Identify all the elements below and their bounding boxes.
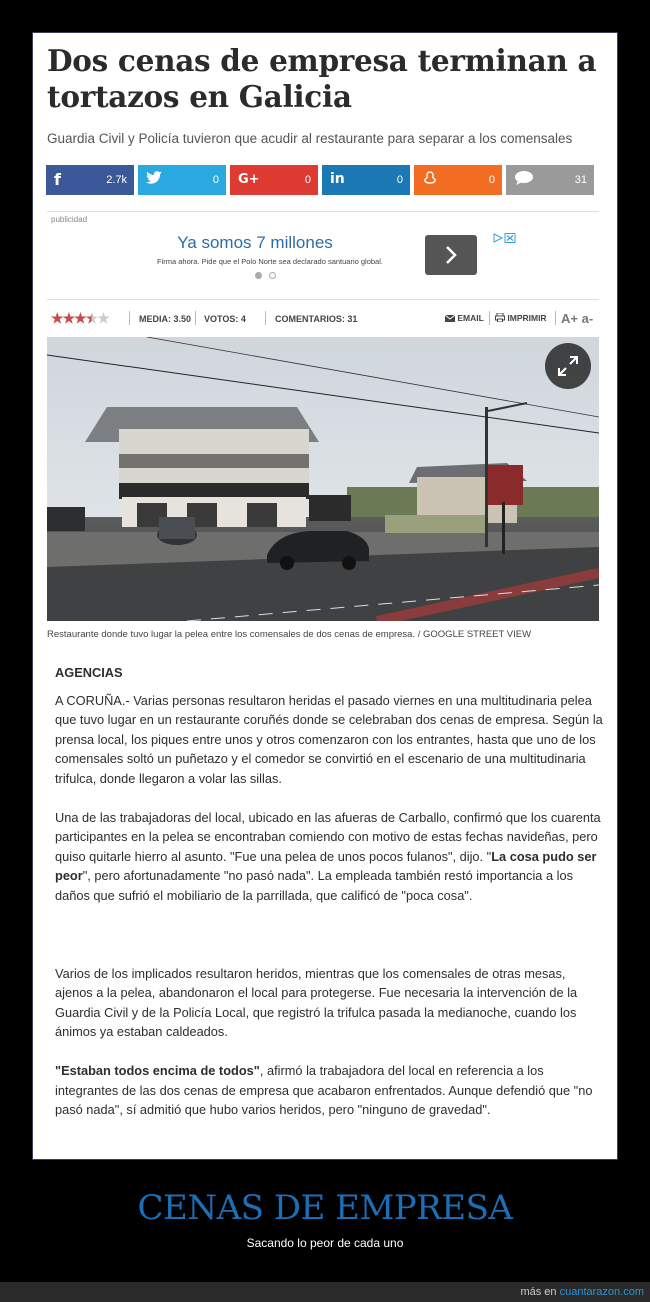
separator <box>195 311 196 325</box>
share-bar <box>46 165 596 195</box>
ad-dot[interactable] <box>269 272 276 279</box>
star-icon[interactable]: ★ <box>97 310 109 326</box>
paragraph-4: "Estaban todos encima de todos", afirmó la trabajadora del local en referencia a los integrantes de las dos cenas de empresa que acabaron enfrentados. Aunque defendió que "no pasó nada", sí admitió que hubo varios heridos, pero "ninguno de gravedad". <box>55 1063 593 1117</box>
googleplus-count: 0 <box>304 174 311 186</box>
linkedin-share-button[interactable] <box>322 165 410 195</box>
rating-average: MEDIA: 3.50 <box>139 314 192 324</box>
headline: Dos cenas de empresa terminan a tortazos en Galicia <box>47 43 597 114</box>
twitter-icon <box>146 170 162 189</box>
email-icon <box>445 315 455 322</box>
expand-photo-button[interactable] <box>545 343 591 389</box>
facebook-share-button[interactable] <box>46 165 134 195</box>
site-link[interactable]: cuantarazon.com <box>559 1286 644 1298</box>
email-label: EMAIL <box>457 313 484 323</box>
ad-label: publicidad <box>51 215 88 224</box>
star-icon[interactable]: ★ <box>51 310 63 326</box>
other-share-button[interactable] <box>414 165 502 195</box>
separator <box>555 311 556 325</box>
separator <box>265 311 266 325</box>
article-frame <box>32 32 618 1160</box>
googleplus-share-button[interactable] <box>230 165 318 195</box>
meme-subtitle: Sacando lo peor de cada uno <box>246 1236 404 1250</box>
other-share-icon <box>422 170 438 190</box>
facebook-icon: f <box>54 170 61 189</box>
divider <box>47 211 599 212</box>
email-button[interactable] <box>445 313 484 323</box>
star-icon[interactable]: ★ <box>62 310 75 326</box>
comments-count: 31 <box>574 174 587 186</box>
star-icon[interactable]: ★ <box>74 310 86 326</box>
article-body <box>55 663 603 1139</box>
article-photo[interactable] <box>47 337 599 621</box>
subtitle: Guardia Civil y Policía tuvieron que acudir al restaurante para separar a los comensales <box>47 131 573 146</box>
quote-bold: La cosa pudo ser peor <box>55 848 597 883</box>
restaurant-street-view-image <box>47 337 599 621</box>
paragraph-1: A CORUÑA.- Varias personas resultaron heridas el pasado viernes en una multitudinaria pelea que tuvo lugar en un restaurante coruñés donde se celebraban dos cenas de empresa. Según la prensa local, los piques entre unos y otros comenzaron con los entrantes, hasta que uno de los comensales soltó un puñetazo y el comedor se convirtió en el escenario de una multitudinaria trifulca, donde llegaron a volar las sillas. <box>55 692 603 786</box>
ad-dot-active[interactable] <box>255 272 262 279</box>
linkedin-icon: in <box>330 171 345 187</box>
expand-icon <box>557 355 579 377</box>
paragraph-2: Una de las trabajadoras del local, ubicado en las afueras de Carballo, confirmó que los cuarenta participantes en la pelea se encontraban comiendo con motivo de estas fechas navideñas, pero quiso quitarle hierro al asunto. "Fue una pelea de unos pocos fulanos", dijo. "La cosa pudo ser peor", pero afortunadamente "no pasó nada". La empleada también restó importancia a los daños que sufrió el mobiliario de la parrillada, que calificó de "poca cosa". <box>55 809 601 903</box>
meme-title: CENAS DE EMPRESA <box>137 1188 513 1228</box>
site-footer-bar <box>0 1282 650 1302</box>
quote-bold: "Estaban todos encima de todos" <box>55 1063 260 1078</box>
ad-next-button[interactable] <box>425 235 477 275</box>
print-button[interactable] <box>495 313 547 323</box>
separator <box>489 311 490 325</box>
font-size-controls[interactable]: A+ a- <box>561 311 594 326</box>
twitter-count: 0 <box>212 174 219 186</box>
votes-count: VOTOS: 4 <box>204 314 246 324</box>
adchoices-icon[interactable] <box>493 233 517 243</box>
paragraph-3: Varios de los implicados resultaron heridos, mientras que los comensales de otras mesas, ajenos a la pelea, abandonaron el local para protegerse. Fue necesaria la intervención de la Guardia Civil y de la Policía Local, que registró la trifulca pasada la medianoche, cuando los ánimos ya estaban caldeados. <box>55 965 578 1039</box>
print-icon <box>495 313 505 322</box>
separator <box>129 311 130 325</box>
article <box>35 35 615 1157</box>
comments-button[interactable] <box>506 165 594 195</box>
agency-byline: AGENCIAS <box>55 665 123 680</box>
star-half-icon[interactable]: ★ <box>85 310 98 326</box>
divider <box>47 299 599 300</box>
spacer <box>55 925 603 964</box>
photo-caption: Restaurante donde tuvo lugar la pelea entre los comensales de dos cenas de empresa. / GOOGLE STREET VIEW <box>47 629 532 640</box>
facebook-count: 2.7k <box>106 174 127 186</box>
print-label: IMPRIMIR <box>507 313 547 323</box>
comments-count-label: COMENTARIOS: 31 <box>275 314 358 324</box>
other-share-count: 0 <box>488 174 495 186</box>
more-link-text: más en cuantarazon.com <box>520 1286 644 1298</box>
comment-icon <box>514 170 534 190</box>
googleplus-icon: G+ <box>238 172 260 187</box>
article-meta-bar <box>47 311 603 327</box>
ad-text[interactable]: Firma ahora. Pide que el Polo Norte sea declarado santuario global. <box>157 257 383 266</box>
rating-stars[interactable] <box>51 311 109 325</box>
chevron-right-icon <box>441 245 461 265</box>
linkedin-count: 0 <box>396 174 403 186</box>
ad-title[interactable]: Ya somos 7 millones <box>177 233 333 252</box>
twitter-share-button[interactable] <box>138 165 226 195</box>
